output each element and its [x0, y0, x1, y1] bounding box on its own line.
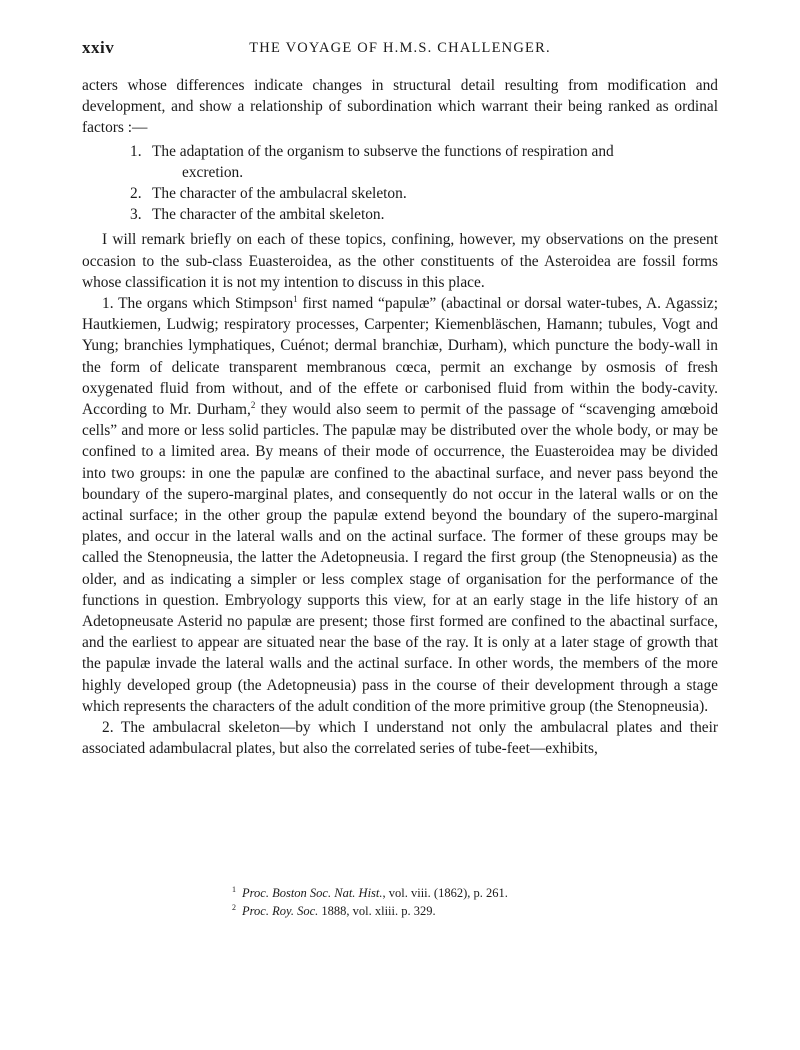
footnote-source: Proc. Boston Soc. Nat. Hist. — [242, 886, 383, 900]
footnote-source: Proc. Roy. Soc. — [242, 904, 319, 918]
intro-paragraph: acters whose differences indicate changes in structural detail resulting from modification and development, and show a relationship of subordination which warrant their being ranked as ordinal factors :— — [82, 77, 718, 137]
running-title: THE VOYAGE OF H.M.S. CHALLENGER. — [249, 40, 551, 56]
list-item-number: 3. — [130, 206, 142, 224]
footnote-mark: 1 — [232, 884, 236, 894]
papulae-text-a: 1. The organs which Stimpson — [102, 295, 294, 313]
papulae-text-b: first named “papulæ” (abactinal or dorsal water-tubes, A. Agassiz; Hautkiemen, Ludwig; respiratory processes, Carpenter; Kiemenbläschen, Hamann; tubules, Vogt and Yung; branchies lymphatiques, Cuénot; dermal branchiæ, Durham), which puncture the body-wall in the form of delicate transparent membranous cœca, permit an exchange by osmosis of fresh oxygenated fluid from without, and of the effete or carbonised fluid from within the body-cavity. According to Mr. Durham, — [82, 295, 719, 419]
list-item — [82, 204, 718, 225]
list-item-text: The character of the ambital skeleton. — [152, 206, 385, 224]
ambulacral-paragraph: 2. The ambulacral skeleton—by which I understand not only the ambulacral plates and their associated adambulacral plates, but also the correlated series of tube-feet—exhibits, — [82, 719, 718, 758]
body-text — [82, 75, 718, 760]
footnotes — [232, 884, 508, 920]
list-item-text: The adaptation of the organism to subserve the functions of respiration and — [152, 142, 614, 160]
list-item-continuation: excretion. — [182, 163, 244, 181]
page-number: xxiv — [82, 38, 115, 57]
papulae-paragraph — [82, 293, 718, 717]
list-item — [82, 183, 718, 204]
remark-paragraph: I will remark briefly on each of these topics, confining, however, my observations on the present occasion to the sub-class Euasteroidea, as the other constituents of the Asteroidea are fossil forms whose classification it is not my intention to discuss in this place. — [82, 231, 718, 291]
footnote-mark: 2 — [232, 902, 236, 912]
footnote-detail: 1888, vol. xliii. p. 329. — [318, 904, 436, 918]
footnote-ref-2[interactable]: 2 — [250, 399, 256, 410]
footnote-1 — [232, 884, 508, 902]
list-item-number: 2. — [130, 185, 142, 203]
page-header — [82, 38, 718, 62]
footnote-detail: , vol. viii. (1862), p. 261. — [382, 886, 508, 900]
footnote-2 — [232, 902, 508, 920]
list-item — [82, 141, 718, 183]
ordinal-factors-list — [82, 141, 718, 226]
papulae-text-c: they would also seem to permit of the passage of “scavenging amœboid cells” and more or less solid particles. The papulæ may be distributed over the whole body, or may be confined to a limited area. By means of their mode of occurrence, the Euasteroidea may be divided into two groups: in one the papulæ are confined to the abactinal surface, and never pass beyond the boundary of the supero-marginal plates, and consequently do not occur in the lateral walls or on the actinal surface; in the other group the papulæ extend beyond the boundary of the supero-marginal plates, and occur in the lateral walls and on the actinal surface. The former of these groups may be called the Stenopneusia, the latter the Adetopneusia. I regard the first group (the Stenopneusia) as the older, and as indicating a simpler or less complex stage of organisation for the performance of the functions in question. Embryology supports this view, for at an early stage in the life history of an Adetopneusate Asterid no papulæ are present; those first formed are confined to the abactinal surface, and the earliest to appear are situated near the base of the ray. It is only at a later stage of growth that the papulæ invade the lateral walls and the actinal surface. In other words, the members of the more highly developed group (the Adetopneusia) pass in the course of their development through a stage which represents the characters of the adult condition of the more primitive group (the Stenopneusia). — [82, 401, 719, 715]
list-item-number: 1. — [130, 142, 142, 160]
list-item-text: The character of the ambulacral skeleton. — [152, 185, 407, 203]
footnote-ref-1[interactable]: 1 — [293, 293, 298, 304]
